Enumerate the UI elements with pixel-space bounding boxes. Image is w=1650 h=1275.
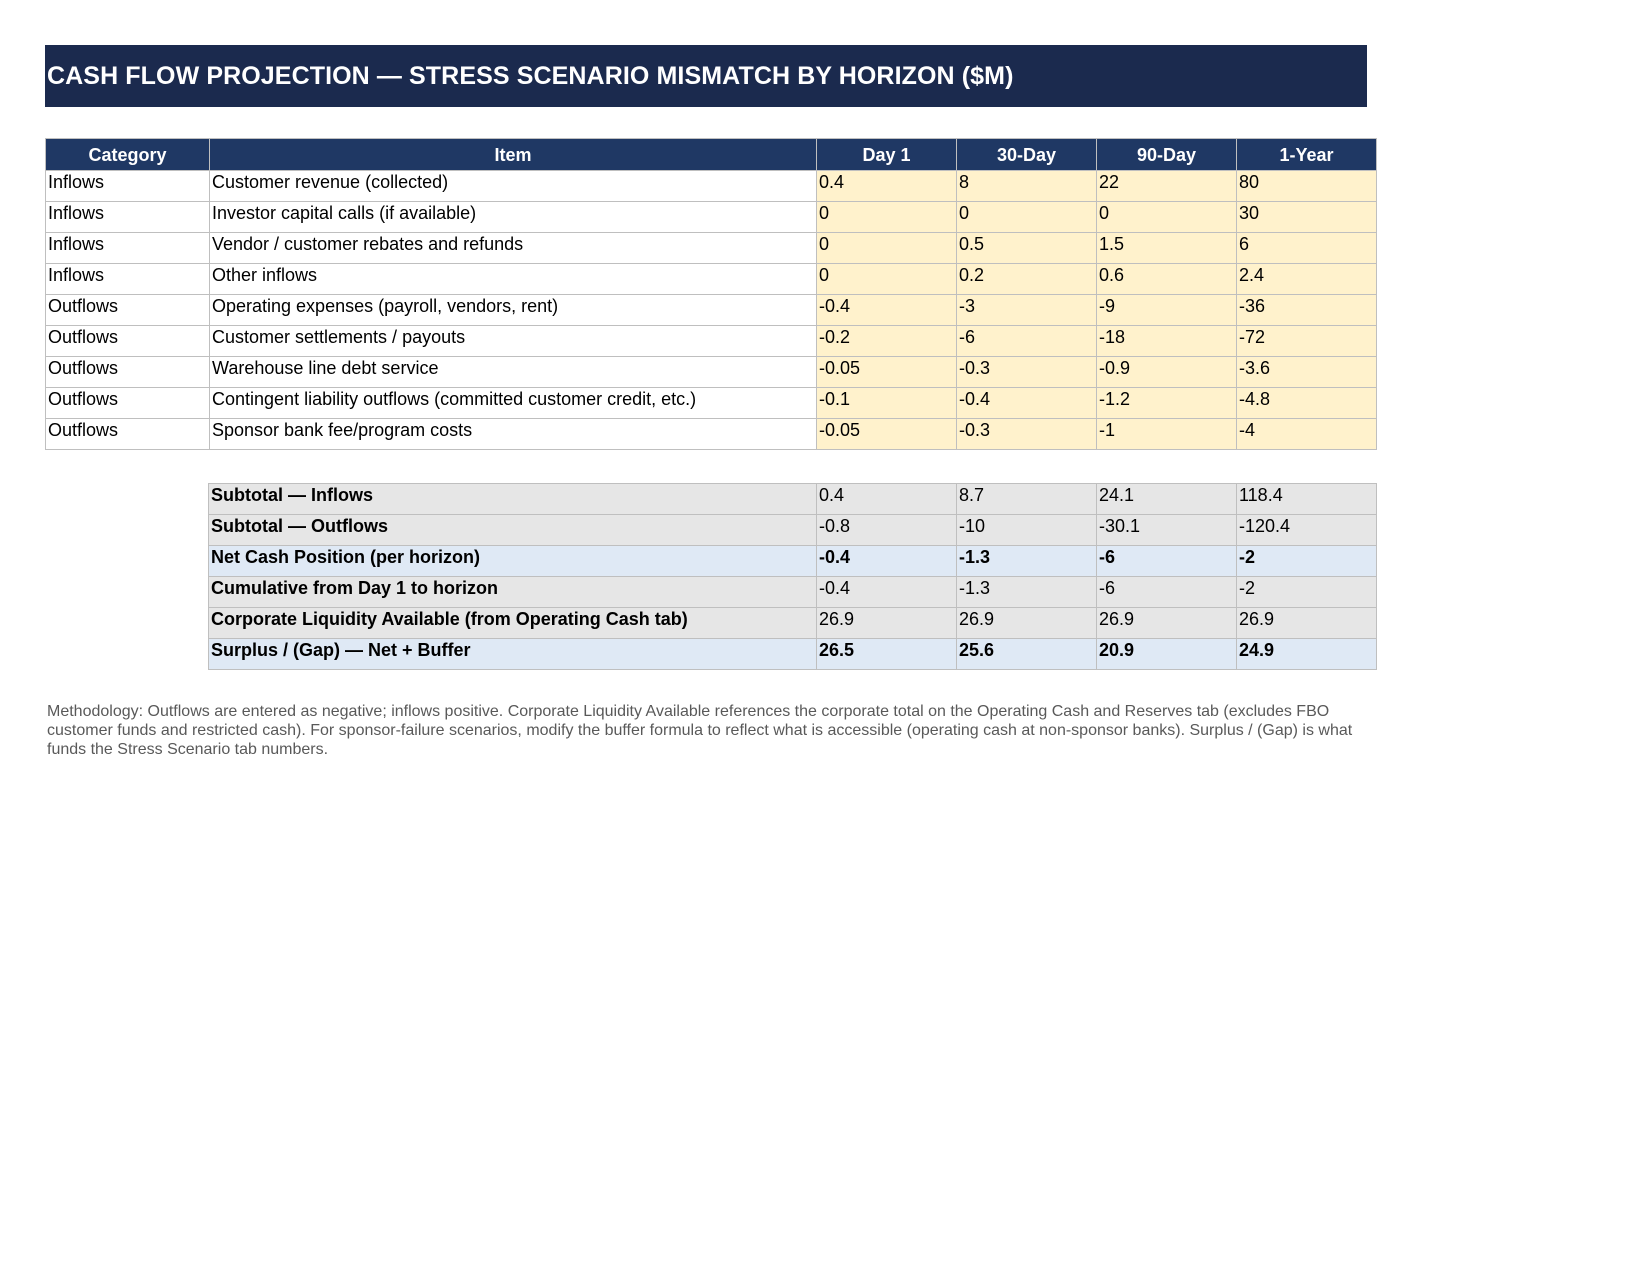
summary-row bbox=[209, 639, 1377, 670]
value-cell[interactable]: -72 bbox=[1237, 326, 1377, 357]
summary-row bbox=[209, 484, 1377, 515]
table-row bbox=[46, 171, 1377, 202]
value-cell[interactable]: 22 bbox=[1097, 171, 1237, 202]
header-90day[interactable]: 90-Day bbox=[1097, 139, 1237, 171]
value-cell[interactable]: -4.8 bbox=[1237, 388, 1377, 419]
value-cell[interactable]: 0 bbox=[957, 202, 1097, 233]
value-cell[interactable]: 0.5 bbox=[957, 233, 1097, 264]
table-row bbox=[46, 388, 1377, 419]
summary-value-cell[interactable]: 26.5 bbox=[817, 639, 957, 670]
header-item[interactable]: Item bbox=[210, 139, 817, 171]
summary-value-cell[interactable]: -0.4 bbox=[817, 577, 957, 608]
header-row bbox=[46, 139, 1377, 171]
value-cell[interactable]: 80 bbox=[1237, 171, 1377, 202]
summary-label[interactable]: Subtotal — Inflows bbox=[209, 484, 817, 515]
header-day1[interactable]: Day 1 bbox=[817, 139, 957, 171]
table-row bbox=[46, 419, 1377, 450]
value-cell[interactable]: -0.9 bbox=[1097, 357, 1237, 388]
category-cell[interactable]: Outflows bbox=[46, 326, 210, 357]
item-cell[interactable]: Operating expenses (payroll, vendors, rent) bbox=[210, 295, 817, 326]
value-cell[interactable]: -0.3 bbox=[957, 357, 1097, 388]
summary-value-cell[interactable]: -120.4 bbox=[1237, 515, 1377, 546]
summary-value-cell[interactable]: 24.1 bbox=[1097, 484, 1237, 515]
value-cell[interactable]: 0.4 bbox=[817, 171, 957, 202]
summary-label[interactable]: Corporate Liquidity Available (from Operating Cash tab) bbox=[209, 608, 817, 639]
value-cell[interactable]: -0.1 bbox=[817, 388, 957, 419]
summary-value-cell[interactable]: -6 bbox=[1097, 577, 1237, 608]
table-row bbox=[46, 202, 1377, 233]
value-cell[interactable]: -9 bbox=[1097, 295, 1237, 326]
value-cell[interactable]: -18 bbox=[1097, 326, 1237, 357]
category-cell[interactable]: Inflows bbox=[46, 202, 210, 233]
sheet-title-bar bbox=[45, 45, 1367, 107]
category-cell[interactable]: Outflows bbox=[46, 357, 210, 388]
table-row bbox=[46, 295, 1377, 326]
summary-value-cell[interactable]: 26.9 bbox=[1097, 608, 1237, 639]
value-cell[interactable]: 0.2 bbox=[957, 264, 1097, 295]
value-cell[interactable]: 6 bbox=[1237, 233, 1377, 264]
value-cell[interactable]: 0 bbox=[1097, 202, 1237, 233]
value-cell[interactable]: -0.05 bbox=[817, 357, 957, 388]
summary-value-cell[interactable]: -2 bbox=[1237, 546, 1377, 577]
summary-value-cell[interactable]: -1.3 bbox=[957, 546, 1097, 577]
category-cell[interactable]: Inflows bbox=[46, 171, 210, 202]
value-cell[interactable]: 1.5 bbox=[1097, 233, 1237, 264]
value-cell[interactable]: -0.4 bbox=[817, 295, 957, 326]
summary-value-cell[interactable]: 8.7 bbox=[957, 484, 1097, 515]
value-cell[interactable]: 30 bbox=[1237, 202, 1377, 233]
item-cell[interactable]: Customer settlements / payouts bbox=[210, 326, 817, 357]
header-category[interactable]: Category bbox=[46, 139, 210, 171]
category-cell[interactable]: Inflows bbox=[46, 233, 210, 264]
header-1year[interactable]: 1-Year bbox=[1237, 139, 1377, 171]
value-cell[interactable]: 0 bbox=[817, 233, 957, 264]
value-cell[interactable]: -0.3 bbox=[957, 419, 1097, 450]
value-cell[interactable]: 2.4 bbox=[1237, 264, 1377, 295]
summary-label[interactable]: Surplus / (Gap) — Net + Buffer bbox=[209, 639, 817, 670]
summary-row bbox=[209, 608, 1377, 639]
summary-value-cell[interactable]: 25.6 bbox=[957, 639, 1097, 670]
item-cell[interactable]: Warehouse line debt service bbox=[210, 357, 817, 388]
summary-label[interactable]: Subtotal — Outflows bbox=[209, 515, 817, 546]
item-cell[interactable]: Customer revenue (collected) bbox=[210, 171, 817, 202]
summary-value-cell[interactable]: 118.4 bbox=[1237, 484, 1377, 515]
summary-value-cell[interactable]: -30.1 bbox=[1097, 515, 1237, 546]
summary-row bbox=[209, 515, 1377, 546]
summary-value-cell[interactable]: -6 bbox=[1097, 546, 1237, 577]
summary-row bbox=[209, 577, 1377, 608]
table-row bbox=[46, 264, 1377, 295]
value-cell[interactable]: 0.6 bbox=[1097, 264, 1237, 295]
category-cell[interactable]: Outflows bbox=[46, 388, 210, 419]
value-cell[interactable]: 0 bbox=[817, 264, 957, 295]
value-cell[interactable]: -1 bbox=[1097, 419, 1237, 450]
methodology-note: Methodology: Outflows are entered as negative; inflows positive. Corporate Liquidity Available references the corporate total on the Operating Cash and Reserves tab (excludes FBO customer funds and restricted cash). For sponsor-failure scenarios, modify the buffer formula to reflect what is accessible (operating cash at non-sponsor banks). Surplus / (Gap) is what funds the Stress Scenario tab numbers. bbox=[47, 703, 1353, 758]
summary-row bbox=[209, 546, 1377, 577]
value-cell[interactable]: -3 bbox=[957, 295, 1097, 326]
summary-value-cell[interactable]: 24.9 bbox=[1237, 639, 1377, 670]
header-30day[interactable]: 30-Day bbox=[957, 139, 1097, 171]
summary-label[interactable]: Net Cash Position (per horizon) bbox=[209, 546, 817, 577]
value-cell[interactable]: -6 bbox=[957, 326, 1097, 357]
summary-value-cell[interactable]: 26.9 bbox=[817, 608, 957, 639]
summary-value-cell[interactable]: -10 bbox=[957, 515, 1097, 546]
table-row bbox=[46, 357, 1377, 388]
summary-value-cell[interactable]: 26.9 bbox=[1237, 608, 1377, 639]
item-cell[interactable]: Vendor / customer rebates and refunds bbox=[210, 233, 817, 264]
category-cell[interactable]: Outflows bbox=[46, 419, 210, 450]
value-cell[interactable]: -0.4 bbox=[957, 388, 1097, 419]
category-cell[interactable]: Outflows bbox=[46, 295, 210, 326]
summary-value-cell[interactable]: 26.9 bbox=[957, 608, 1097, 639]
value-cell[interactable]: -36 bbox=[1237, 295, 1377, 326]
item-cell[interactable]: Other inflows bbox=[210, 264, 817, 295]
item-cell[interactable]: Sponsor bank fee/program costs bbox=[210, 419, 817, 450]
value-cell[interactable]: -3.6 bbox=[1237, 357, 1377, 388]
summary-value-cell[interactable]: -1.3 bbox=[957, 577, 1097, 608]
summary-value-cell[interactable]: -0.4 bbox=[817, 546, 957, 577]
item-cell[interactable]: Investor capital calls (if available) bbox=[210, 202, 817, 233]
summary-value-cell[interactable]: 0.4 bbox=[817, 484, 957, 515]
value-cell[interactable]: -0.05 bbox=[817, 419, 957, 450]
value-cell[interactable]: -4 bbox=[1237, 419, 1377, 450]
value-cell[interactable]: 0 bbox=[817, 202, 957, 233]
table-row bbox=[46, 326, 1377, 357]
table-row bbox=[46, 233, 1377, 264]
summary-table bbox=[208, 483, 1377, 670]
summary-value-cell[interactable]: -2 bbox=[1237, 577, 1377, 608]
item-cell[interactable]: Contingent liability outflows (committed customer credit, etc.) bbox=[210, 388, 817, 419]
summary-value-cell[interactable]: 20.9 bbox=[1097, 639, 1237, 670]
value-cell[interactable]: 8 bbox=[957, 171, 1097, 202]
summary-label[interactable]: Cumulative from Day 1 to horizon bbox=[209, 577, 817, 608]
value-cell[interactable]: -1.2 bbox=[1097, 388, 1237, 419]
category-cell[interactable]: Inflows bbox=[46, 264, 210, 295]
sheet-title: CASH FLOW PROJECTION — STRESS SCENARIO MISMATCH BY HORIZON ($M) bbox=[47, 61, 1014, 90]
summary-value-cell[interactable]: -0.8 bbox=[817, 515, 957, 546]
cash-flow-table bbox=[45, 138, 1377, 450]
value-cell[interactable]: -0.2 bbox=[817, 326, 957, 357]
